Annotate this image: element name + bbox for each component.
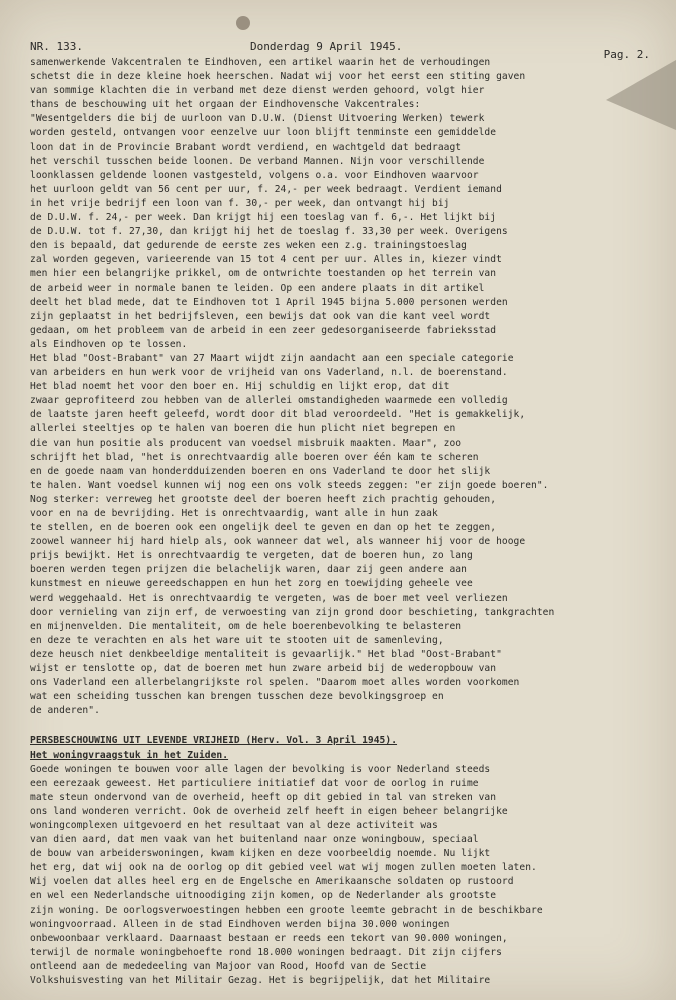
text-line: woningvoorraad. Alleen in de stad Eindhoven werden bijna 30.000 woningen (30, 918, 450, 930)
page-header (30, 40, 650, 61)
text-line: die van hun positie als producent van voedsel misbruik maakten. Maar", zoo (30, 437, 462, 449)
text-line: en mijnenvelden. Die mentaliteit, om de hele boerenbevolking te belasteren (30, 620, 462, 632)
text-line: mate steun ondervond van de overheid, heeft op dit gebied in tal van streken van (30, 791, 497, 803)
section-subheading: Het woningvraagstuk in het Zuiden. (30, 749, 229, 761)
text-line: door vernieling van zijn erf, de verwoesting van zijn grond door beschieting, tankgrachten (30, 606, 555, 618)
text-line: te halen. Want voedsel kunnen wij nog een ons volk steeds zeggen: "er zijn goede boeren". (30, 479, 549, 491)
text-line: men hier een belangrijke prikkel, om de ontwrichte toestanden op het terrein van (30, 268, 497, 280)
text-line: thans de beschouwing uit het orgaan der Eindhovensche Vakcentrales: (30, 99, 421, 111)
text-line: Wij voelen dat alles heel erg en de Engelsche en Amerikaansche soldaten op rustoord (30, 876, 514, 888)
text-line: wat een scheiding tusschen kan brengen tusschen deze bevolkingsgroep en (30, 691, 444, 703)
text-line: worden gesteld, ontvangen voor eenzelve uur loon blijft tenminste een gemiddelde (30, 127, 497, 139)
text-line: schetst die in deze kleine hoek heerschen. Nadat wij voor het eerst een stiting gaven (30, 71, 526, 83)
text-line: van sommige klachten die in verband met deze dienst werden gehoord, volgt hier (30, 85, 485, 97)
text-line: zijn geplaatst in het bedrijfsleven, een bewijs dat ook van die kant veel wordt (30, 310, 491, 322)
text-line: en wel een Nederlandsche uitnoodiging zijn komen, op de Nederlander als grootste (30, 890, 497, 902)
issue-number: NR. 133. (30, 40, 83, 53)
text-line: ons land wonderen verricht. Ook de overheid zelf heeft in eigen beheer belangrijke (30, 805, 508, 817)
text-line: woningcomplexen uitgevoerd en het resultaat van al deze activiteit was (30, 819, 438, 831)
text-line: Nog sterker: verreweg het grootste deel der boeren heeft zich prachtig gehouden, (30, 493, 497, 505)
text-line: kunstmest en nieuwe gereedschappen en hun het zorg en toewijding geheele vee (30, 578, 473, 590)
text-line: te stellen, en de boeren ook een ongelijk deel te geven en dan op het te zeggen, (30, 522, 497, 534)
text-line: voor en na de bevrijding. Het is onrechtvaardig, want alle in hun zaak (30, 508, 438, 519)
text-line: deze heusch niet denkbeeldige mentaliteit is gevaarlijk." Het blad "Oost-Brabant" (30, 648, 502, 660)
text-line: de bouw van arbeiderswoningen, kwam kijken en deze voorbeeldig noemde. Nu lijkt (30, 848, 491, 860)
text-line: zoowel wanneer hij hard hielp als, ook wanneer dat wel, als wanneer hij voor de hooge (30, 536, 526, 548)
document-body (30, 56, 652, 988)
text-line: het uurloon geldt van 56 cent per uur, f. 24,- per week bedraagt. Verdient iemand (30, 183, 502, 195)
text-line: Het blad "Oost-Brabant" van 27 Maart wijdt zijn aandacht aan een speciale categorie (30, 352, 514, 364)
text-line: onbewoonbaar verklaard. Daarnaast bestaan er reeds een tekort van 90.000 woningen, (30, 932, 508, 944)
text-line: ontleend aan de mededeeling van Majoor van Rood, Hoofd van de Sectie (30, 960, 427, 972)
text-line: werd weggehaald. Het is onrechtvaardig te vergeten, was de boer met veel verliezen (30, 592, 508, 604)
text-line: Volkshuisvesting van het Militair Gezag. Het is begrijpelijk, dat het Militaire (30, 975, 491, 986)
section-heading: PERSBESCHOUWING UIT LEVENDE VRIJHEID (Herv. Vol. 3 April 1945). (30, 735, 398, 747)
text-line: van dien aard, dat men vaak van het buitenland naar onze woningbouw, speciaal (30, 834, 479, 846)
text-line: prijs bewijkt. Het is onrechtvaardig te vergeten, dat de boeren hun, zo lang (30, 550, 473, 562)
text-line: allerlei steeltjes op te halen van boeren die hun plicht niet begrepen en (30, 423, 456, 435)
text-line: zijn woning. De oorlogsverwoestingen hebben een groote leemte gebracht in de beschikbare (30, 904, 543, 916)
text-line: de laatste jaren heeft geleefd, wordt door dit blad veroordeeld. "Het is gemakkelijk, (30, 409, 526, 421)
issue-date: Donderdag 9 April 1945. (250, 40, 403, 53)
text-line: schrijft het blad, "het is onrechtvaardig alle boeren over één kam te scheren (30, 451, 479, 463)
text-line: de D.U.W. tot f. 27,30, dan krijgt hij het de toeslag f. 33,30 per week. Overigens (30, 226, 508, 238)
main-text (30, 56, 652, 718)
text-line: het erg, dat wij ook na de oorlog op dit gebied veel wat wij mogen zullen moeten laten. (30, 862, 537, 874)
text-line: de D.U.W. f. 24,- per week. Dan krijgt hij een toeslag van f. 6,-. Het lijkt bij (30, 212, 497, 224)
text-line: boeren werden tegen prijzen die belachelijk waren, daar zij geen andere aan (30, 564, 467, 576)
text-line: terwijl de normale woningbehoefte rond 18.000 woningen bedraagt. Dit zijn cijfers (30, 946, 502, 958)
text-line: samenwerkende Vakcentralen te Eindhoven, een artikel waarin het de verhoudingen (30, 57, 491, 68)
text-line: gedaan, om het probleem van de arbeid in een zeer gedesorganiseerde fabrieksstad (30, 324, 497, 336)
page-number: Pag. 2. (603, 48, 650, 61)
text-line: de arbeid weer in normale banen te leiden. Op een andere plaats in dit artikel (30, 282, 485, 294)
text-line: het verschil tusschen beide loonen. De verband Mannen. Nijn voor verschillende (30, 155, 485, 167)
text-line: Het blad noemt het voor den boer en. Hij schuldig en lijkt erop, dat dit (30, 381, 450, 393)
text-line: en de goede naam van honderdduizenden boeren en ons Vaderland te door het slijk (30, 465, 491, 477)
text-line: ons Vaderland een allerbelangrijkste rol spelen. "Daarom moet alles worden voorkomen (30, 677, 520, 689)
text-line: den is bepaald, dat gedurende de eerste zes weken een z.g. trainingstoeslag (30, 240, 467, 252)
text-line: loon dat in de Provincie Brabant wordt verdiend, en wachtgeld dat bedraagt (30, 141, 462, 153)
text-line: "Wesentgelders die bij de uurloon van D.U.W. (Dienst Uitvoering Werken) tewerk (30, 113, 485, 125)
text-line: in het vrije bedrijf een loon van f. 30,- per week, dan ontvangt hij bij (30, 197, 450, 209)
punch-hole (236, 16, 250, 30)
text-line: als Eindhoven op te lossen. (30, 338, 188, 350)
section-text (30, 763, 652, 989)
text-line: de anderen". (30, 705, 100, 717)
spacer (30, 718, 652, 734)
text-line: wijst er tenslotte op, dat de boeren met hun zware arbeid bij de wederopbouw van (30, 663, 497, 675)
text-line: een eerezaak geweest. Het particuliere initiatief dat voor de oorlog in ruime (30, 777, 479, 789)
text-line: van arbeiders en hun werk voor de vrijheid van ons Vaderland, n.l. de boerenstand. (30, 367, 508, 379)
text-line: Goede woningen te bouwen voor alle lagen der bevolking is voor Nederland steeds (30, 763, 491, 775)
text-line: zal worden gegeven, varieerende van 15 tot 4 cent per uur. Alles in, kiezer vindt (30, 254, 502, 266)
text-line: en deze te verachten en als het ware uit te stooten uit de samenleving, (30, 634, 444, 646)
text-line: loonklassen geldende loonen vastgesteld, volgens o.a. voor Eindhoven waarvoor (30, 169, 479, 181)
text-line: deelt het blad mede, dat te Eindhoven tot 1 April 1945 bijna 5.000 personen werden (30, 296, 508, 308)
text-line: zwaar geprofiteerd zou hebben van de allerlei omstandigheden waarmede een volledig (30, 395, 508, 407)
